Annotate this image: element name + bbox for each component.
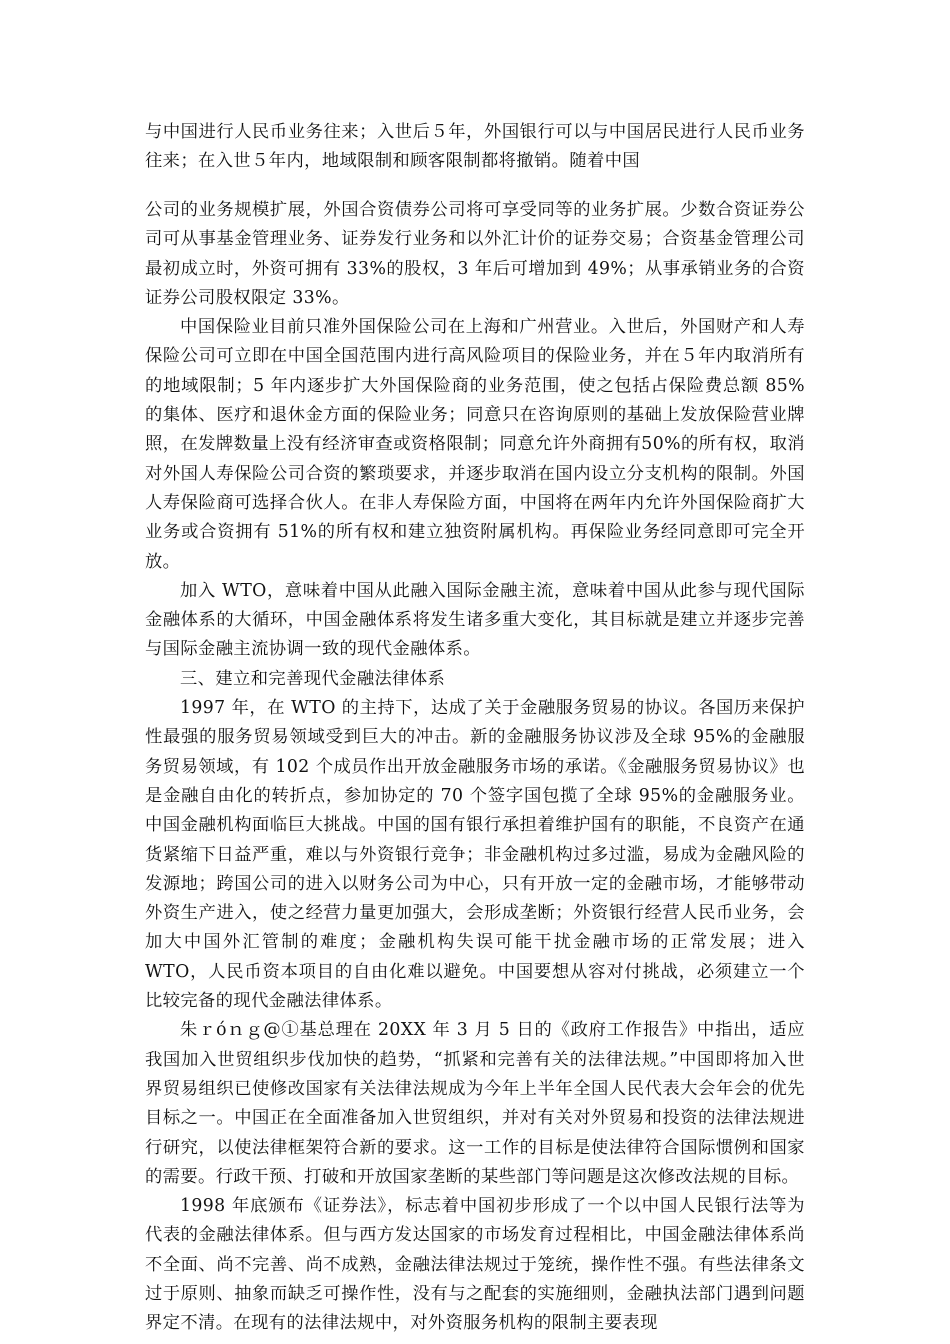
top-fragment [145,118,805,177]
paragraph-securities: 公司的业务规模扩展，外国合资债券公司将可享受同等的业务扩展。少数合资证券公司可从事基金管理业务、证券发行业务和以外汇计价的证券交易；合资基金管理公司最初成立时，外资可拥有 33%的股权，3 年后可增加到 49%；从事承销业务的合资证券公司股权限定 33%。 [145,200,805,308]
body-text [145,196,805,1339]
paragraph-insurance: 中国保险业目前只准外国保险公司在上海和广州营业。入世后，外国财产和人寿保险公司可立即在中国全国范围内进行高风险项目的保险业务，并在５年内取消所有的地域限制；5 年内逐步扩大外国保险商的业务范围，使之包括占保险费总额 85%的集体、医疗和退休金方面的保险业务；同意只在咨询原则的基础上发放保险营业牌照，在发牌数量上没有经济审查或资格限制；同意允许外商拥有50%的所有权，取消对外国人寿保险公司合资的繁琐要求，并逐步取消在国内设立分支机构的限制。外国人寿保险商可选择合伙人。在非人寿保险方面，中国将在两年内允许外国保险商扩大业务或合资拥有 51%的所有权和建立独资附属机构。再保险业务经同意即可完全开放。 [145,317,805,572]
paragraph-wto: 加入 WTO，意味着中国从此融入国际金融主流，意味着中国从此参与现代国际金融体系的大循环，中国金融体系将发生诸多重大变化，其目标就是建立并逐步完善与国际金融主流协调一致的现代金融体系。 [145,580,805,660]
fragment-paragraph: 与中国进行人民币业务往来；入世后５年，外国银行可以与中国居民进行人民币业务往来；在入世５年内，地域限制和顾客限制都将撤销。随着中国 [145,122,805,172]
section-heading: 三、建立和完善现代金融法律体系 [180,668,446,689]
paragraph-premier: 朱ｒóｎｇ@①基总理在 20XX 年 3 月 5 日的《政府工作报告》中指出，适应我国加入世贸组织步伐加快的趋势，“抓紧和完善有关的法律法规。”中国即将加入世界贸易组织已使修改国家有关法律法规成为今年上半年全国人民代表大会年会的优先目标之一。中国正在全面准备加入世贸组织，并对有关对外贸易和投资的法律法规进行研究，以使法律框架符合新的要求。这一工作的目标是使法律符合国际惯例和国家的需要。行政干预、打破和开放国家垄断的某些部门等问题是这次修改法规的目标。 [145,1020,805,1187]
paragraph-1997: 1997 年，在 WTO 的主持下，达成了关于金融服务贸易的协议。各国历来保护性最强的服务贸易领域受到巨大的冲击。新的金融服务协议涉及全球 95%的金融服务贸易领域，有 102 个成员作出开放金融服务市场的承诺。《金融服务贸易协议》也是金融自由化的转折点，参加协定的 70 个签字国包揽了全球 95%的金融服务业。中国金融机构面临巨大挑战。中国的国有银行承担着维护国有的职能，不良资产在通货紧缩下日益严重，难以与外资银行竞争；非金融机构过多过滥，易成为金融风险的发源地；跨国公司的进入以财务公司为中心，只有开放一定的金融市场，才能够带动外资生产进入，使之经营力量更加强大，会形成垄断；外资银行经营人民币业务，会加大中国外汇管制的难度；金融机构失误可能干扰金融市场的正常发展；进入 WTO，人民币资本项目的自由化难以避免。中国要想从容对付挑战，必须建立一个比较完备的现代金融法律体系。 [145,698,805,1012]
paragraph-1998: 1998 年底颁布《证券法》，标志着中国初步形成了一个以中国人民银行法等为代表的金融法律体系。但与西方发达国家的市场发育过程相比，中国金融法律体系尚不全面、尚不完善、尚不成熟，金融法律法规过于笼统，操作性不强。有些法律条文过于原则、抽象而缺乏可操作性，没有与之配套的实施细则，金融执法部门遇到问题界定不清。在现有的法律法规中，对外资服务机构的限制主要表现 [145,1196,805,1334]
